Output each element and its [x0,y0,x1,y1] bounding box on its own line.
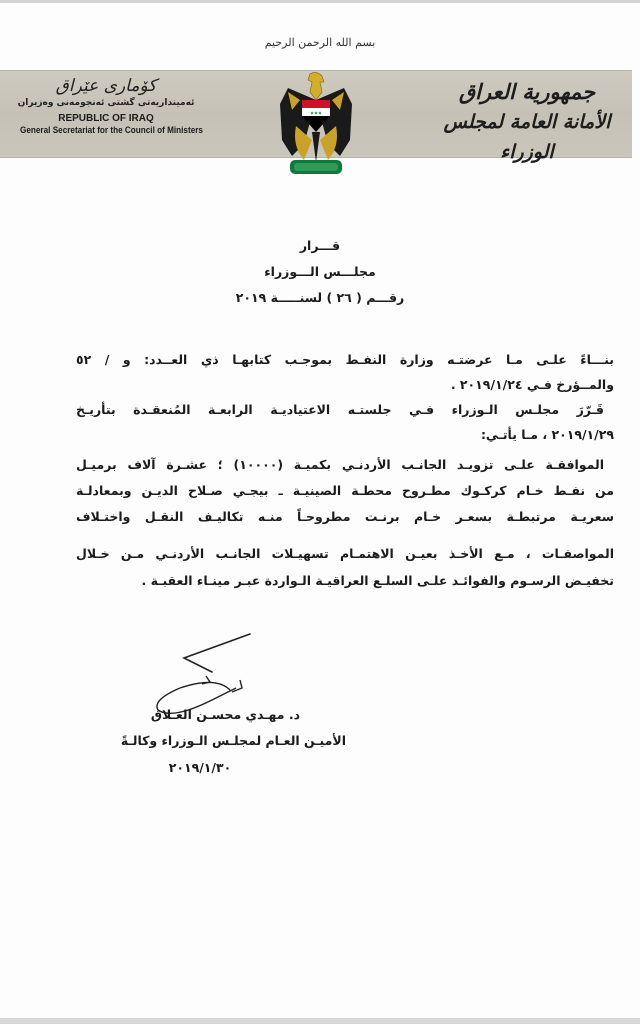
body-line-2: والمــؤرخ فـي ٢٠١٩/١/٢٤ . [450,377,614,392]
english-secretariat-subtitle: General Secretariat for the Council of Ministers [20,125,203,136]
body-line-7: سعريـة مرتبطـة بسعـر خـام برنـت مطروحـاً منـه تكاليـف النقـل واختـلاف [76,509,614,524]
signatory-name: د. مهـدي محسـن العـلاق [150,707,300,722]
kurdish-republic-title: کۆماری عێراق [55,76,157,96]
body-line-5: الموافقـة علـى تزويـد الجانـب الأردنـي بكميـة (١٠٠٠٠) ؛ عشـرة آلاف برميـل [76,457,604,472]
council-heading: مجلـــس الـــوزراء [264,264,376,279]
body-line-4: ٢٠١٩/١/٢٩ ، مـا يأتـي: [480,427,614,442]
body-line-6: من نفـط خـام كركـوك مطـروح محطـة الصينيـة ـ بيجـي صـلاح الديـن وبمعادلـة [76,483,614,498]
body-line-8: المواصفـات ، مـع الأخـذ بعيـن الاهتمـام تسهيـلات الجانـب الأردنـي مـن خـلال [76,546,614,561]
signatory-title: الأميـن العـام لمجلـس الـوزراء وكالـةً [120,733,346,748]
body-line-1: بنـــاءً علـى مـا عرضتـه وزارة النفـط بموجـب كتابهـا ذي العــدد: و / ٥٢ [76,352,614,367]
arabic-republic-title: جمهورية العراق [458,79,596,104]
bottom-edge [0,1018,640,1024]
signature-date: ٢٠١٩/١/٣٠ [168,760,232,775]
decision-number: رقـــم ( ٢٦ ) لسنـــــة ٢٠١٩ [235,290,405,305]
decision-heading: قـــرار [299,238,341,253]
body-line-3: قَـرّرَ مجلـس الـوزراء فـي جلستـه الاعتياديـة الرابعـة المُنعقـدة بتأريـخ [76,402,604,417]
bismillah-heading: بسم الله الرحمن الرحيم [264,36,376,49]
svg-text:★★★: ★★★ [309,111,323,117]
body-line-9: تخفيـض الرسـوم والفوائـد علـى السلـع العراقيـة الـواردة عبـر مينـاء العقبـة . [141,573,614,588]
arabic-secretariat-subtitle: الأمانة العامة لمجلس الوزراء [443,111,611,163]
english-republic-title: REPUBLIC OF IRAQ [58,113,154,124]
kurdish-secretariat-subtitle: ئەمینداریەتی گشتی ئەنجومەنی وەزیران [17,98,195,108]
handwritten-signature-icon [140,628,260,716]
